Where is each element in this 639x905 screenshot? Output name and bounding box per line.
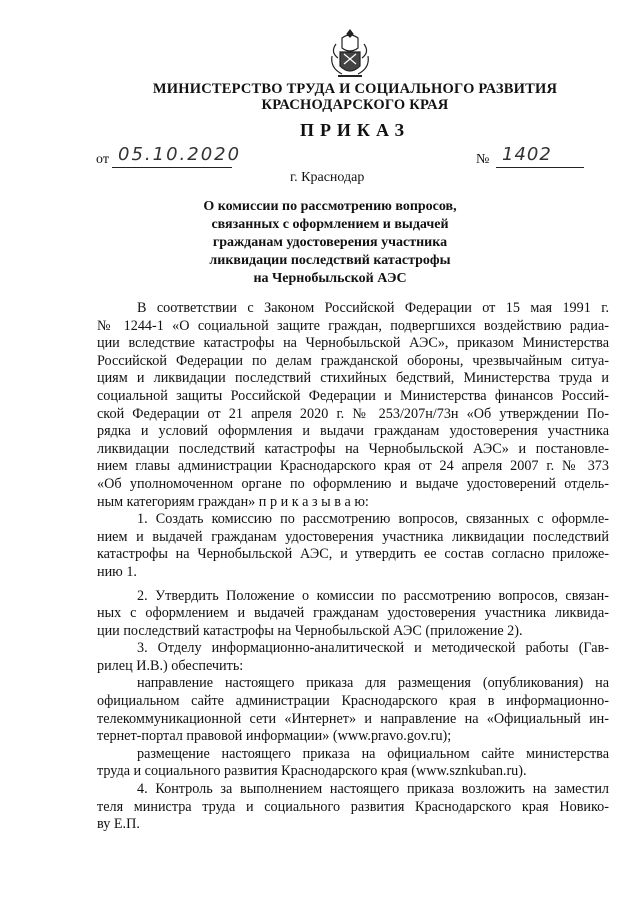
document-title: ПРИКАЗ [299,120,411,140]
clause-1-line: нию 1. [97,563,137,580]
city: г. Краснодар [290,170,365,185]
clause-3-line: размещение настоящего приказа на официальном сайте министерства [137,745,609,762]
body-line: № 1244-1 «О социальной защите граждан, подвергшихся воздействию радиа- [97,317,609,334]
clause-3-line: телекоммуникационной сети «Интернет» и направление на «Официальный ин- [97,710,609,727]
body-line: ции вследствие катастрофы на Чернобыльской АЭС», приказом Министерства [97,335,609,352]
date-label: от [96,152,109,167]
body-line: В соответствии с Законом Российской Федерации от 15 мая 1991 г. [137,300,609,316]
date-underline [112,167,232,168]
clause-1-line: нием и выдачей гражданам удостоверения участника ликвидации последствий [97,528,609,545]
clause-4-line: 4. Контроль за выполнением настоящего приказа возложить на заместил [137,781,609,798]
subject-line: связанных с оформлением и выдачей [211,217,449,232]
ministry-name-line2: КРАСНОДАРСКОГО КРАЯ [261,97,449,113]
clause-3-line: 3. Отделу информационно-аналитической и методической работы (Гав- [137,640,609,657]
clause-4-line: ву Е.П. [97,816,140,833]
body-line: социальной защиты Российской Федерации и Министерства финансов Россий- [97,387,609,404]
subject-line: О комиссии по рассмотрению вопросов, [203,199,457,214]
number-label: № [476,152,490,167]
body-line: ликвидации последствий катастрофы на Чернобыльской АЭС» и постановле- [97,440,609,457]
clause-2-line: 2. Утвердить Положение о комиссии по рассмотрению вопросов, связан- [137,587,609,604]
ministry-name-line1: МИНИСТЕРСТВО ТРУДА И СОЦИАЛЬНОГО РАЗВИТИЯ [152,81,558,97]
handwritten-date: 05.10.2020 [118,144,242,165]
body-line: ской Федерации от 21 апреля 2020 г. № 253/207н/73н «Об утверждении По- [97,405,609,422]
number-underline [496,167,584,168]
clause-2-line: ных с оформлением и выдачей гражданам удостоверения участника ликвида- [97,605,609,622]
clause-1-line: 1. Создать комиссию по рассмотрению вопросов, связанных с оформле- [137,511,609,528]
body-line: ным категориям граждан» п р и к а з ы в а ю: [97,493,369,510]
body-line: Российской Федерации по делам гражданской обороны, чрезвычайным ситуа- [97,352,609,369]
coat-of-arms-emblem [328,26,372,82]
clause-4-line: теля министра труда и социального развития Краснодарского края Новико- [97,798,609,815]
body-line: циям и ликвидации последствий стихийных бедствий, Министерства труда и [97,370,609,387]
clause-3-line: тернет-портал правовой информации» (www.pravo.gov.ru); [97,728,452,745]
clause-2-line: ции последствий катастрофы на Чернобыльской АЭС (приложение 2). [97,622,523,639]
clause-1-line: катастрофы на Чернобыльской АЭС, и утвердить ее состав согласно приложе- [97,546,609,563]
handwritten-number: 1402 [502,144,552,165]
subject-line: гражданам удостоверения участника [212,235,448,250]
clause-3-line: труда и социального развития Краснодарского края (www.sznkuban.ru). [97,763,527,780]
clause-3-line: рилец И.В.) обеспечить: [97,657,244,674]
order-subject [180,198,480,288]
order-body [97,300,609,834]
body-line: «Об уполномоченном органе по оформлению и выдаче удостоверений отдель- [97,475,609,492]
body-line: нием главы администрации Краснодарского края от 24 апреля 2007 г. № 373 [97,458,609,475]
clause-3-line: официальном сайте администрации Краснодарского края в информационно- [97,693,609,710]
subject-line: на Чернобыльской АЭС [253,271,407,286]
clause-3-line: направление настоящего приказа для размещения (опубликования) на [137,675,609,692]
subject-line: ликвидации последствий катастрофы [209,253,451,268]
body-line: рядка и условий оформления и выдачи гражданам удостоверения участника [97,423,609,440]
